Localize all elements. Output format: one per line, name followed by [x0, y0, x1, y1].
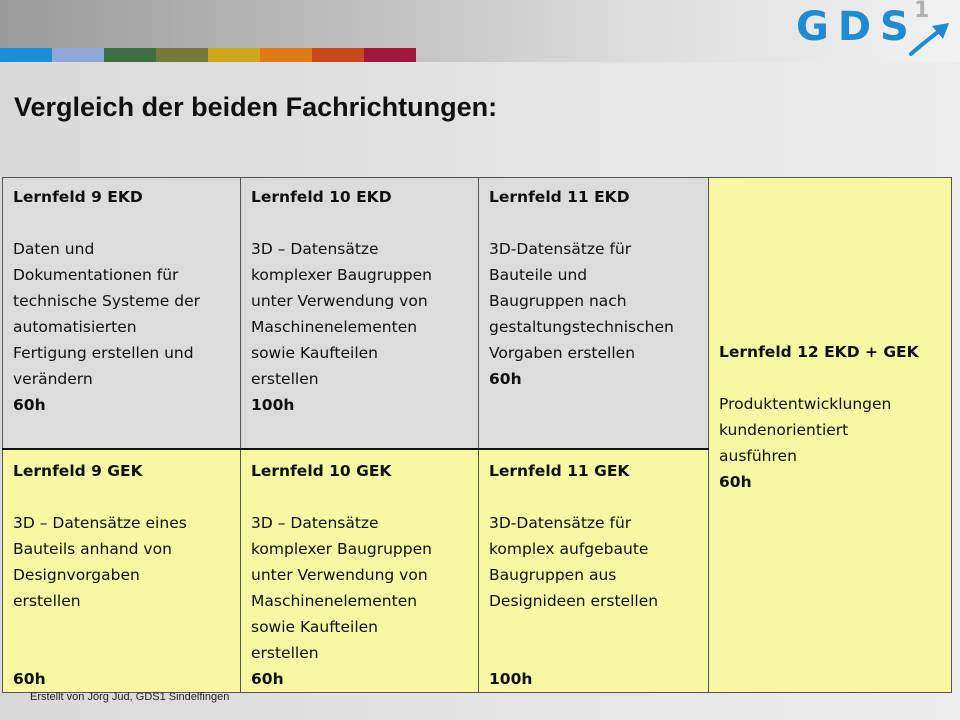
cell-text-line: unter Verwendung von: [251, 292, 428, 310]
color-stripe: [104, 48, 156, 62]
cell-lf10-ekd: [241, 178, 479, 450]
cell-text-line: 3D-Datensätze für: [489, 514, 632, 532]
cell-heading: Lernfeld 10 GEK: [251, 462, 392, 480]
color-stripes: [0, 48, 416, 62]
cell-hours: 60h: [489, 370, 522, 388]
cell-heading: Lernfeld 9 GEK: [13, 462, 143, 480]
cell-text-line: erstellen: [13, 592, 81, 610]
cell-text-line: Baugruppen nach: [489, 292, 627, 310]
cell-heading: Lernfeld 9 EKD: [13, 188, 143, 206]
cell-lf11-ekd: [479, 178, 709, 450]
cell-text-line: komplex aufgebaute: [489, 540, 649, 558]
color-stripe: [364, 48, 416, 62]
cell-text-line: erstellen: [251, 644, 319, 662]
cell-text-line: 3D – Datensätze eines: [13, 514, 187, 532]
cell-lf10-gek: [241, 449, 479, 693]
cell-spacer: [13, 484, 234, 510]
cell-text-line: ausführen: [719, 447, 797, 465]
cell-hours: 60h: [719, 473, 752, 491]
cell-spacer: [13, 210, 234, 236]
cell-hours: 60h: [251, 670, 284, 688]
cell-text-line: komplexer Baugruppen: [251, 540, 432, 558]
cell-spacer: [489, 614, 702, 640]
cell-text-line: kundenorientiert: [719, 421, 849, 439]
cell-text-line: Bauteile und: [489, 266, 588, 284]
cell-text-line: gestaltungstechnischen: [489, 318, 674, 336]
cell-text-line: 3D-Datensätze für: [489, 240, 632, 258]
cell-lf11-gek: [479, 449, 709, 693]
cell-hours: 100h: [251, 396, 295, 414]
cell-spacer: [719, 365, 945, 391]
cell-lf9-ekd: [3, 178, 241, 450]
cell-hours: 100h: [489, 670, 533, 688]
cell-spacer: [251, 484, 472, 510]
cell-spacer: [13, 614, 234, 640]
cell-text-line: Dokumentationen für: [13, 266, 179, 284]
cell-text-line: erstellen: [251, 370, 319, 388]
cell-text-line: Fertigung erstellen und: [13, 344, 194, 362]
cell-text-line: Vorgaben erstellen: [489, 344, 636, 362]
cell-heading: Lernfeld 10 EKD: [251, 188, 392, 206]
cell-lf9-gek: [3, 449, 241, 693]
cell-text-line: Produktentwicklungen: [719, 395, 892, 413]
cell-lf12-ekd-gek: [709, 178, 952, 693]
footer-credit: Erstellt von Jörg Jud, GDS1 Sindelfingen: [30, 691, 230, 703]
cell-text-line: verändern: [13, 370, 93, 388]
cell-heading: Lernfeld 11 EKD: [489, 188, 630, 206]
cell-text-line: Designvorgaben: [13, 566, 140, 584]
cell-text-line: 3D – Datensätze: [251, 240, 379, 258]
cell-text-line: Designideen erstellen: [489, 592, 659, 610]
color-stripe: [312, 48, 364, 62]
cell-text-line: Daten und: [13, 240, 95, 258]
cell-text-line: Baugruppen aus: [489, 566, 617, 584]
page-title: Vergleich der beiden Fachrichtungen:: [14, 92, 498, 122]
logo-superscript: 1: [914, 0, 930, 23]
arrow-icon: [908, 20, 954, 56]
color-stripe: [208, 48, 260, 62]
cell-heading: Lernfeld 11 GEK: [489, 462, 630, 480]
cell-spacer: [489, 640, 702, 666]
color-stripe: [52, 48, 104, 62]
color-stripe: [156, 48, 208, 62]
cell-text-line: Maschinenelementen: [251, 318, 418, 336]
gds1-logo: [796, 2, 956, 58]
table-row-ekd: [3, 178, 952, 450]
logo-text: GDS: [796, 4, 918, 50]
cell-hours: 60h: [13, 396, 46, 414]
cell-text-line: sowie Kaufteilen: [251, 618, 378, 636]
color-stripe: [0, 48, 52, 62]
cell-text-line: sowie Kaufteilen: [251, 344, 378, 362]
cell-text-line: unter Verwendung von: [251, 566, 428, 584]
cell-text-line: komplexer Baugruppen: [251, 266, 432, 284]
cell-spacer: [251, 210, 472, 236]
cell-spacer: [13, 640, 234, 666]
cell-heading: Lernfeld 12 EKD + GEK: [719, 343, 919, 361]
cell-spacer: [489, 484, 702, 510]
comparison-table: [2, 177, 952, 693]
cell-text-line: automatisierten: [13, 318, 137, 336]
cell-hours: 60h: [13, 670, 46, 688]
color-stripe: [260, 48, 312, 62]
cell-text-line: Maschinenelementen: [251, 592, 418, 610]
cell-text-line: 3D – Datensätze: [251, 514, 379, 532]
cell-text-line: technische Systeme der: [13, 292, 200, 310]
cell-spacer: [489, 210, 702, 236]
cell-text-line: Bauteils anhand von: [13, 540, 172, 558]
